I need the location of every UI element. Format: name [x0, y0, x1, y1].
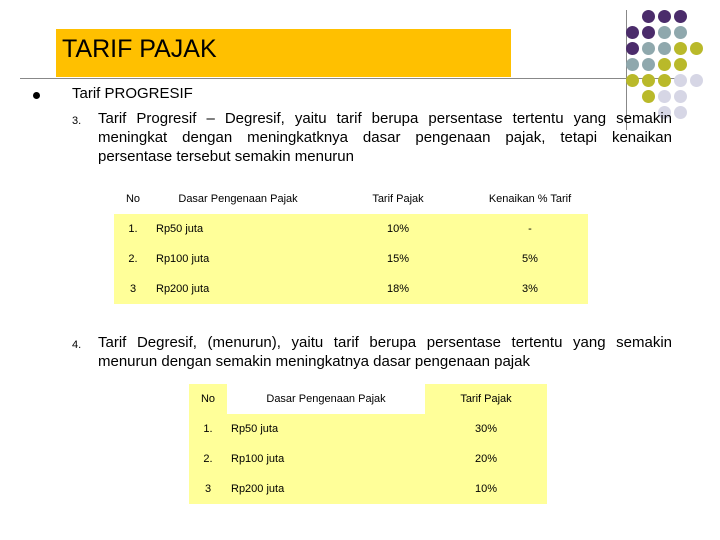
- cell-dasar: Rp100 juta: [152, 244, 324, 274]
- item-3-number: 3.: [72, 115, 82, 127]
- decor-dot: [658, 10, 671, 23]
- slide-title: TARIF PAJAK: [62, 35, 217, 63]
- decor-dot: [642, 10, 655, 23]
- decor-dot: [690, 42, 703, 55]
- header-kenaikan: Kenaikan % Tarif: [472, 184, 588, 214]
- header-tarif: Tarif Pajak: [425, 384, 547, 414]
- cell-no: 3: [189, 474, 227, 504]
- decor-dot: [626, 42, 639, 55]
- decor-dot: [642, 42, 655, 55]
- decor-dot: [642, 58, 655, 71]
- cell-no: 2.: [189, 444, 227, 474]
- decor-dot: [690, 74, 703, 87]
- table-row: [189, 444, 547, 474]
- decor-dot: [674, 90, 687, 103]
- header-no: No: [189, 384, 227, 414]
- bullet-dot: [33, 92, 40, 99]
- cell-kenaikan: -: [472, 214, 588, 244]
- decor-dot: [658, 42, 671, 55]
- cell-tarif: 15%: [324, 244, 472, 274]
- item-4-text: Tarif Degresif, (menurun), yaitu tarif berupa persentase tertentu yang semakin menurun dengan semakin meningkatnya dasar pengenaan pajak: [98, 334, 672, 370]
- cell-tarif: 10%: [324, 214, 472, 244]
- cell-kenaikan: 5%: [472, 244, 588, 274]
- decor-dot: [642, 26, 655, 39]
- decor-dot: [658, 58, 671, 71]
- decor-dot: [674, 106, 687, 119]
- decor-dot: [674, 58, 687, 71]
- item-3-text: Tarif Progresif – Degresif, yaitu tarif berupa persentase tertentu yang semakin meningkat dengan meningkatknya dasar pengenaan pajak, tetapi kenaikan persentase tersebut semakin menurun: [98, 110, 672, 165]
- header-no: No: [114, 184, 152, 214]
- table-header-row: [114, 184, 588, 214]
- decor-dot: [642, 74, 655, 87]
- decor-dot: [626, 58, 639, 71]
- decor-dot: [674, 10, 687, 23]
- cell-dasar: Rp50 juta: [152, 214, 324, 244]
- cell-tarif: 30%: [425, 414, 547, 444]
- header-tarif: Tarif Pajak: [324, 184, 472, 214]
- decor-dot: [626, 26, 639, 39]
- cell-no: 2.: [114, 244, 152, 274]
- table-row: [189, 474, 547, 504]
- decor-dot: [674, 74, 687, 87]
- cell-no: 1.: [189, 414, 227, 444]
- cell-dasar: Rp50 juta: [227, 414, 425, 444]
- table-row: [189, 414, 547, 444]
- decor-dot: [642, 90, 655, 103]
- table-header-row: [189, 384, 547, 414]
- table-degresif: [189, 384, 547, 504]
- decor-dot: [658, 26, 671, 39]
- cell-no: 1.: [114, 214, 152, 244]
- decor-horizontal-line: [20, 78, 680, 79]
- header-dasar: Dasar Pengenaan Pajak: [152, 184, 324, 214]
- cell-dasar: Rp200 juta: [227, 474, 425, 504]
- table-progresif-degresif: [114, 184, 588, 304]
- cell-dasar: Rp100 juta: [227, 444, 425, 474]
- table-row: [114, 274, 588, 304]
- header-dasar: Dasar Pengenaan Pajak: [227, 384, 425, 414]
- cell-kenaikan: 3%: [472, 274, 588, 304]
- decor-dot: [674, 26, 687, 39]
- decor-dot: [626, 74, 639, 87]
- cell-dasar: Rp200 juta: [152, 274, 324, 304]
- table-row: [114, 214, 588, 244]
- decor-dot: [674, 42, 687, 55]
- cell-no: 3: [114, 274, 152, 304]
- table-row: [114, 244, 588, 274]
- heading-progresif: Tarif PROGRESIF: [72, 85, 193, 102]
- cell-tarif: 20%: [425, 444, 547, 474]
- decor-dot: [658, 74, 671, 87]
- decor-dot: [658, 90, 671, 103]
- item-4-number: 4.: [72, 339, 82, 351]
- cell-tarif: 10%: [425, 474, 547, 504]
- cell-tarif: 18%: [324, 274, 472, 304]
